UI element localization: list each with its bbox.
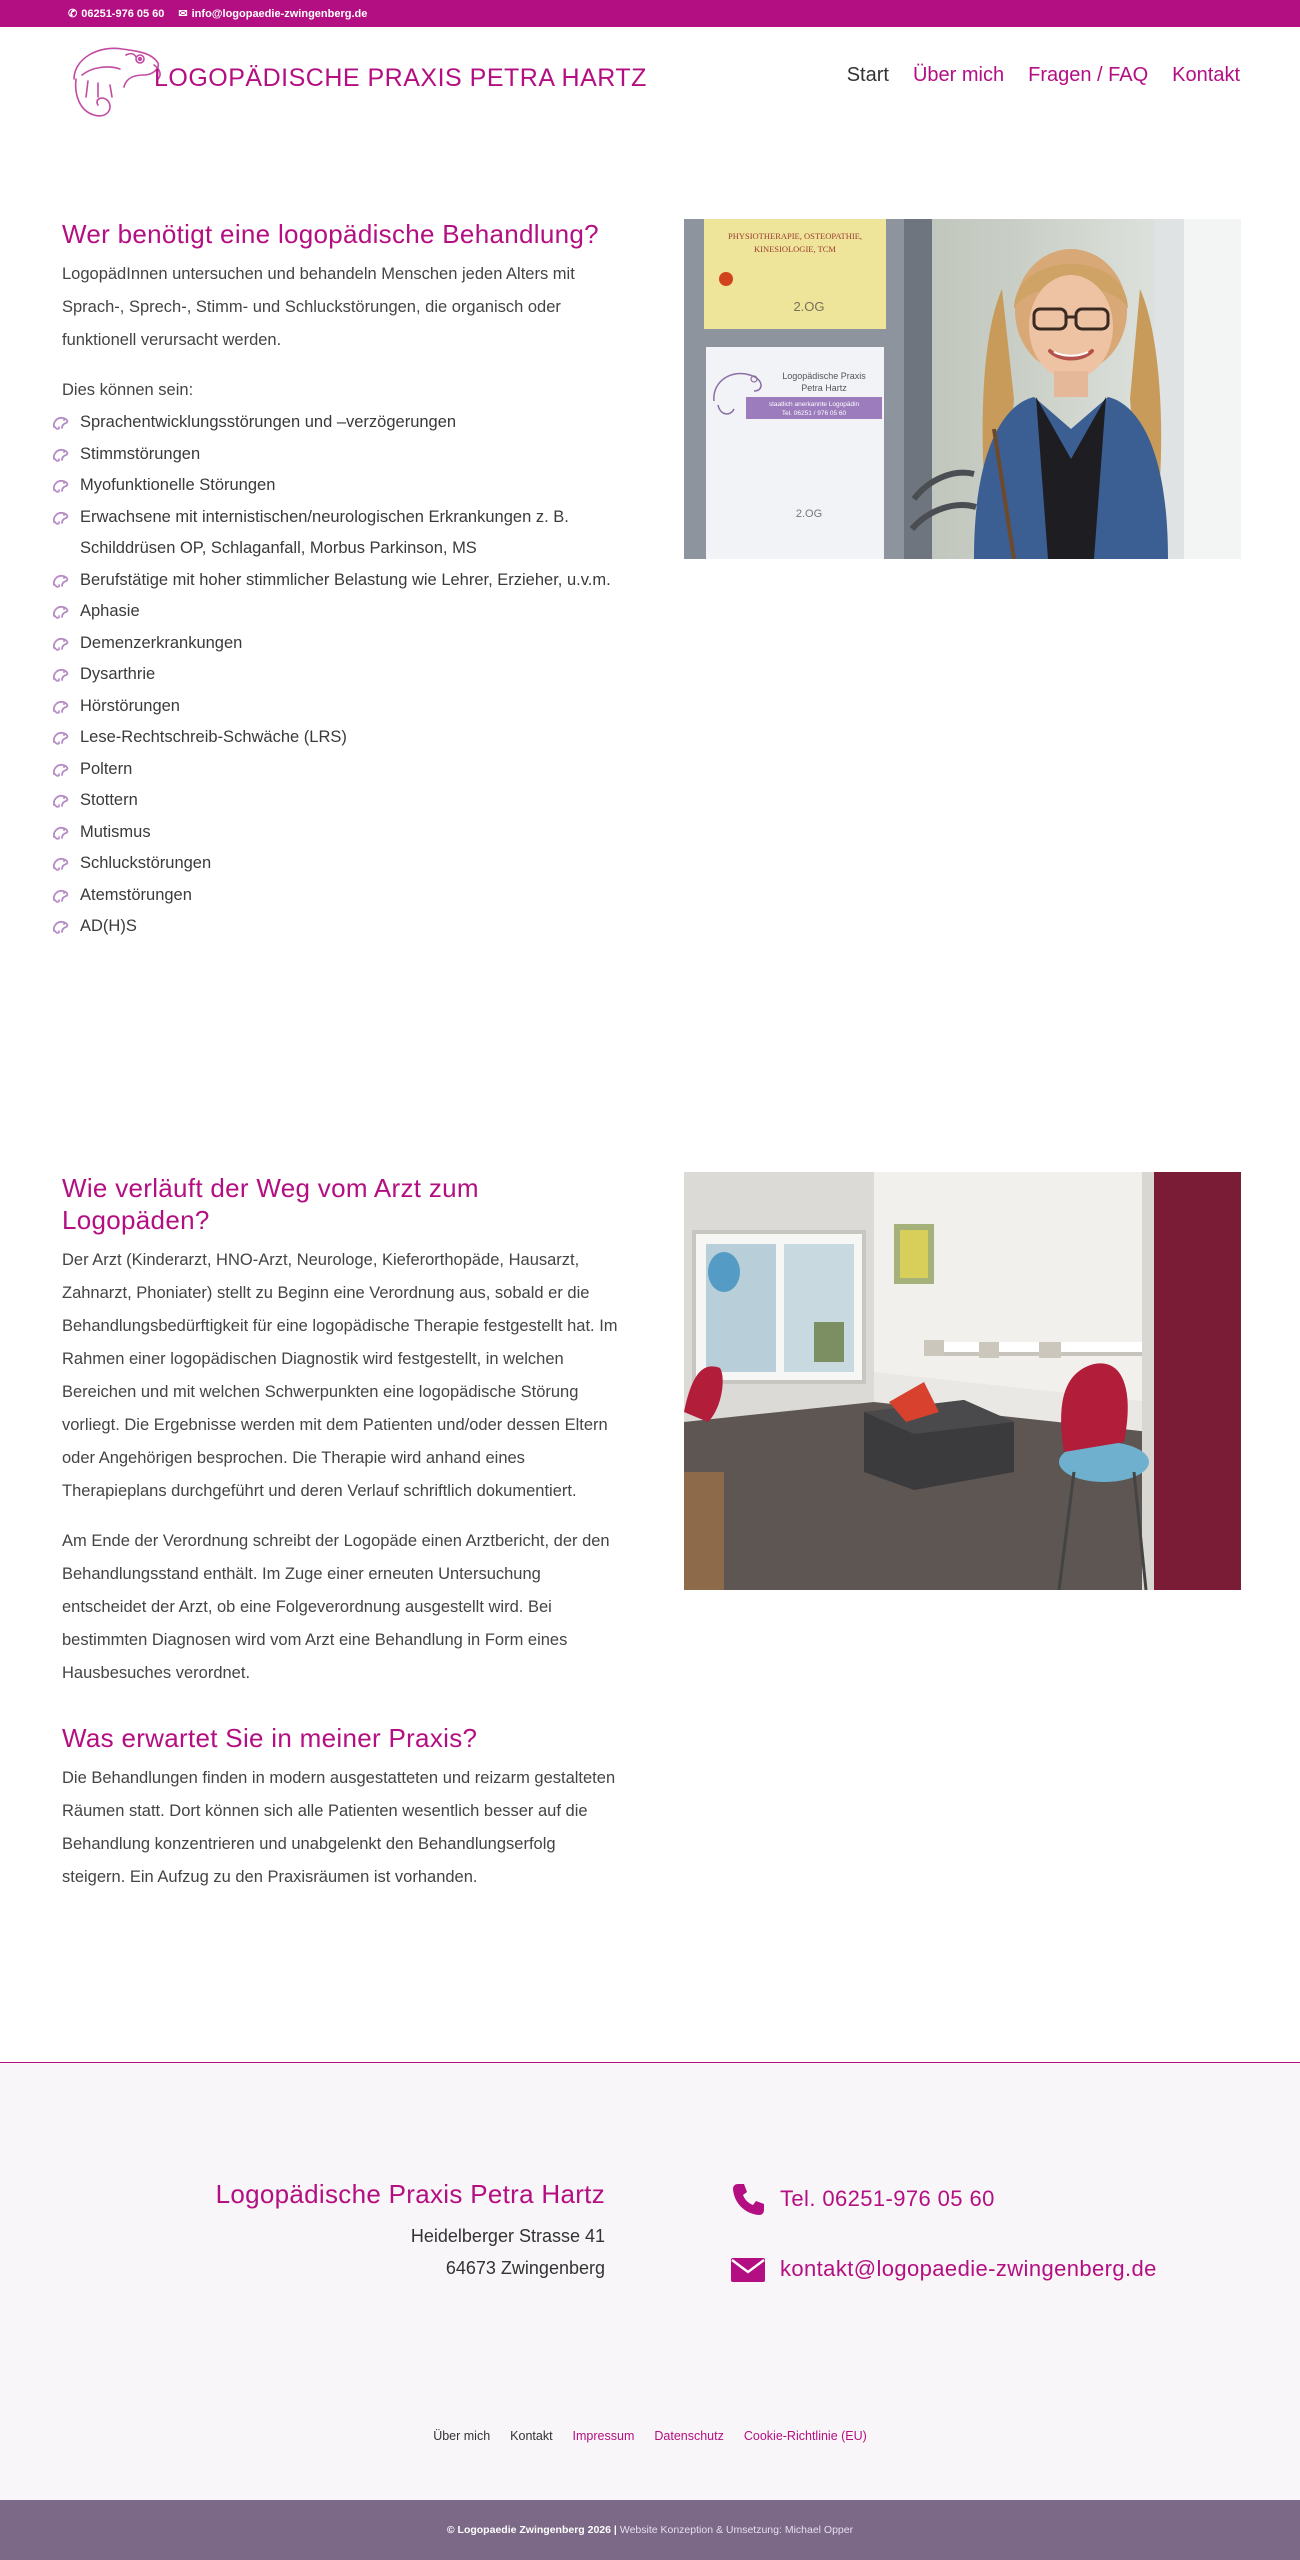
condition-text: Hörstörungen xyxy=(80,696,180,715)
footer-street: Heidelberger Strasse 41 xyxy=(410,2226,605,2246)
condition-item xyxy=(62,754,622,786)
sign-plate-line-2: Tel. 06251 / 976 05 60 xyxy=(781,410,847,417)
sign-floor-1: 2.OG xyxy=(793,299,825,314)
topbar-phone-text: 06251-976 05 60 xyxy=(81,7,165,20)
sign-top-text-1: PHYSIOTHERAPIE, OSTEOPATHIE, xyxy=(727,231,863,241)
condition-item xyxy=(62,911,622,943)
footer-address-block xyxy=(216,2179,605,2284)
nav-faq[interactable]: Fragen / FAQ xyxy=(1028,64,1149,86)
chameleon-bullet-icon xyxy=(52,888,70,904)
site-logo[interactable] xyxy=(68,34,647,126)
condition-item xyxy=(62,848,622,880)
condition-item xyxy=(62,785,622,817)
condition-item xyxy=(62,880,622,912)
footer-link-ueber-mich[interactable]: Über mich xyxy=(433,2429,491,2443)
footer-email[interactable] xyxy=(730,2249,1157,2289)
topbar-phone[interactable] xyxy=(68,7,164,20)
chameleon-bullet-icon xyxy=(52,478,70,494)
condition-item xyxy=(62,439,622,471)
chameleon-bullet-icon xyxy=(52,667,70,683)
condition-text: Dysarthrie xyxy=(80,665,156,683)
conditions-list xyxy=(62,407,622,943)
section1-lead: Dies können sein: xyxy=(62,381,194,399)
credit-link[interactable]: Website Konzeption & Umsetzung: Michael Opper xyxy=(619,2524,854,2536)
condition-item xyxy=(62,628,622,660)
nav-start[interactable]: Start xyxy=(846,64,889,86)
condition-text: Poltern xyxy=(80,759,133,778)
section2-paragraph-1: Der Arzt (Kinderarzt, HNO-Arzt, Neurologe, Kieferorthopäde, Hausarzt, Zahnarzt, Phoniater) stellt zu Beginn eine Verordnung aus, sobald er die Behandlungsbedürftigkeit für eine logopädische Therapie festgestellt hat. Im Rahmen einer logopädischen Diagnostik wird festgestellt, in welchen Bereichen und mit welchen Schwerpunkten eine logopädische Störung vorliegt. Die Ergebnisse werden mit dem Patienten und/oder dessen Eltern oder Angehörigen besprochen. Die Therapie wird anhand eines Therapieplans durchgeführt und deren Verlauf schriftlich dokumentiert. xyxy=(62,1251,618,1500)
chameleon-bullet-icon xyxy=(52,604,70,620)
condition-text: Stimmstörungen xyxy=(80,444,201,463)
chameleon-bullet-icon xyxy=(52,730,70,746)
sign-plate-line-1: staatlich anerkannte Logopädin xyxy=(768,401,860,408)
top-bar xyxy=(0,0,1300,27)
copyright-bar xyxy=(0,2500,1300,2560)
footer-link-datenschutz[interactable]: Datenschutz xyxy=(654,2429,724,2443)
topbar-email-text: info@logopaedie-zwingenberg.de xyxy=(191,7,368,20)
condition-text: Lese-Rechtschreib-Schwäche (LRS) xyxy=(80,728,347,746)
section2-paragraph-2: Am Ende der Verordnung schreibt der Logopäde einen Arztbericht, der den Behandlungsstand enthält. Im Zuge einer erneuten Untersuchung entscheidet der Arzt, ob eine Folgeverordnung ausgestellt wird. Bei bestimmten Diagnosen wird vom Arzt eine Behandlung in Form eines Hausbesuches verordnet. xyxy=(62,1532,610,1682)
condition-text: Demenzerkrankungen xyxy=(80,633,243,652)
waiting-room-photo xyxy=(684,1172,1241,1590)
footer-link-impressum[interactable]: Impressum xyxy=(572,2429,635,2443)
condition-text: Atemstörungen xyxy=(80,885,192,904)
condition-text: Erwachsene mit internistischen/neurologischen Erkrankungen z. B. Schilddrüsen OP, Schlaganfall, Morbus Parkinson, MS xyxy=(80,507,569,557)
condition-item xyxy=(62,407,622,439)
condition-item xyxy=(62,817,622,849)
footer-email-text: kontakt@logopaedie-zwingenberg.de xyxy=(780,2256,1157,2281)
chameleon-bullet-icon xyxy=(52,856,70,872)
envelope-icon xyxy=(730,2251,766,2287)
section-doctor-to-therapist xyxy=(62,1172,622,1894)
chameleon-bullet-icon xyxy=(52,636,70,652)
chameleon-bullet-icon xyxy=(52,793,70,809)
photo-petra-hartz xyxy=(684,219,1241,559)
footer-city: 64673 Zwingenberg xyxy=(445,2258,605,2278)
sign-top-text-2: KINESIOLOGIE, TCM xyxy=(753,244,837,254)
chameleon-bullet-icon xyxy=(52,573,70,589)
footer xyxy=(0,2062,1300,2501)
chameleon-bullet-icon xyxy=(52,415,70,431)
condition-item xyxy=(62,502,622,565)
sign-floor-2: 2.OG xyxy=(795,508,823,520)
chameleon-bullet-icon xyxy=(52,919,70,935)
phone-icon xyxy=(730,2181,766,2217)
chameleon-bullet-icon xyxy=(52,825,70,841)
section1-intro: LogopädInnen untersuchen und behandeln Menschen jeden Alters mit Sprach-, Sprech-, Stimm- und Schluckstörungen, die organisch oder funktionell verursacht werden. xyxy=(62,265,575,349)
footer-phone[interactable] xyxy=(730,2179,1157,2219)
section1-title: Wer benötigt eine logopädische Behandlung? xyxy=(62,219,599,249)
main-nav xyxy=(823,64,1240,87)
condition-text: Schluckstörungen xyxy=(80,854,212,872)
condition-item xyxy=(62,722,622,754)
section3-paragraph: Die Behandlungen finden in modern ausgestatteten und reizarm gestalteten Räumen statt. Dort können sich alle Patienten wesentlich besser auf die Behandlung konzentrieren und unabgelenkt den Behandlungserfolg steigern. Ein Aufzug zu den Praxisräumen ist vorhanden. xyxy=(62,1769,616,1886)
condition-text: AD(H)S xyxy=(80,917,137,935)
condition-text: Sprachentwicklungsstörungen und –verzögerungen xyxy=(80,413,457,431)
condition-item xyxy=(62,596,622,628)
topbar-email[interactable] xyxy=(178,7,367,20)
nav-kontakt[interactable]: Kontakt xyxy=(1172,64,1240,86)
section-who-needs-therapy xyxy=(62,218,622,943)
section2-title: Wie verläuft der Weg vom Arzt zum Logopäden? xyxy=(62,1173,479,1235)
footer-contact-block xyxy=(730,2179,1157,2319)
condition-text: Berufstätige mit hoher stimmlicher Belastung wie Lehrer, Erzieher, u.v.m. xyxy=(80,570,611,589)
footer-link-kontakt[interactable]: Kontakt xyxy=(510,2429,553,2443)
photo-waiting-room xyxy=(684,1172,1241,1590)
condition-text: Stottern xyxy=(80,791,138,809)
envelope-icon: ✉ xyxy=(178,8,188,20)
condition-item xyxy=(62,659,622,691)
condition-item xyxy=(62,470,622,502)
chameleon-logo-icon xyxy=(68,35,162,125)
condition-text: Mutismus xyxy=(80,822,151,841)
condition-item xyxy=(62,565,622,597)
chameleon-bullet-icon xyxy=(52,762,70,778)
section3-title: Was erwartet Sie in meiner Praxis? xyxy=(62,1723,478,1753)
footer-practice-name: Logopädische Praxis Petra Hartz xyxy=(215,2179,605,2209)
condition-text: Myofunktionelle Störungen xyxy=(80,476,276,494)
practice-sign-photo xyxy=(684,219,1241,559)
chameleon-bullet-icon xyxy=(52,699,70,715)
sign-plate-title-1: Logopädische Praxis xyxy=(782,371,866,381)
footer-phone-text: Tel. 06251-976 05 60 xyxy=(780,2186,995,2211)
copyright-text: © Logopaedie Zwingenberg 2026 | xyxy=(446,2524,617,2536)
footer-link-cookie[interactable]: Cookie-Richtlinie (EU) xyxy=(743,2429,867,2443)
chameleon-bullet-icon xyxy=(52,510,70,526)
nav-ueber-mich[interactable]: Über mich xyxy=(912,64,1005,86)
brand-name: LOGOPÄDISCHE PRAXIS PETRA HARTZ xyxy=(154,63,647,92)
footer-links xyxy=(0,2429,1300,2443)
condition-item xyxy=(62,691,622,723)
sign-plate-title-2: Petra Hartz xyxy=(801,383,847,393)
phone-icon: ✆ xyxy=(68,8,78,20)
condition-text: Aphasie xyxy=(80,602,140,620)
chameleon-bullet-icon xyxy=(52,447,70,463)
